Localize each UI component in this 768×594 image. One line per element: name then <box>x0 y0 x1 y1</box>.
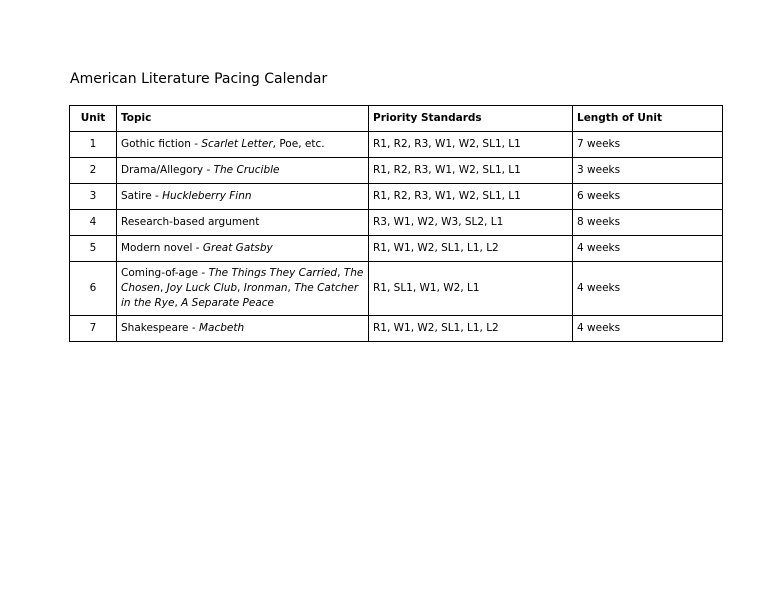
header-unit: Unit <box>70 106 117 132</box>
table-row <box>70 158 723 184</box>
topic-work-title: The Chosen <box>121 267 364 294</box>
cell-topic <box>117 184 369 210</box>
cell-length-of-unit: 4 weeks <box>573 236 723 262</box>
topic-text: , <box>337 267 344 279</box>
table-row <box>70 210 723 236</box>
topic-text: , <box>287 282 295 294</box>
topic-work-title: A Separate Peace <box>181 297 275 309</box>
header-priority-standards: Priority Standards <box>369 106 573 132</box>
topic-work-title: Great Gatsby <box>202 242 273 254</box>
cell-unit: 2 <box>70 158 117 184</box>
cell-topic <box>117 262 369 316</box>
topic-work-title: Huckleberry Finn <box>162 190 252 202</box>
cell-unit: 6 <box>70 262 117 316</box>
cell-priority-standards: R1, R2, R3, W1, W2, SL1, L1 <box>369 158 573 184</box>
topic-work-title: The Things They Carried <box>208 267 338 279</box>
cell-topic <box>117 316 369 342</box>
cell-length-of-unit: 7 weeks <box>573 132 723 158</box>
table-row <box>70 236 723 262</box>
topic-genre: Modern novel - <box>121 242 203 254</box>
cell-unit: 3 <box>70 184 117 210</box>
table-header-row <box>70 106 723 132</box>
topic-work-title: The Crucible <box>213 164 280 176</box>
cell-priority-standards: R1, W1, W2, SL1, L1, L2 <box>369 236 573 262</box>
topic-text: , <box>237 282 244 294</box>
cell-length-of-unit: 4 weeks <box>573 316 723 342</box>
topic-genre: Research-based argument <box>121 216 260 228</box>
header-length-of-unit: Length of Unit <box>573 106 723 132</box>
table-row <box>70 132 723 158</box>
cell-priority-standards: R1, R2, R3, W1, W2, SL1, L1 <box>369 132 573 158</box>
pacing-table <box>69 105 723 342</box>
topic-work-title: Joy Luck Club <box>166 282 238 294</box>
page-title: American Literature Pacing Calendar <box>70 71 328 87</box>
cell-unit: 4 <box>70 210 117 236</box>
topic-text: , <box>160 282 167 294</box>
cell-unit: 7 <box>70 316 117 342</box>
cell-unit: 5 <box>70 236 117 262</box>
table-row <box>70 184 723 210</box>
topic-work-title: The Catcher in the Rye <box>121 282 359 309</box>
cell-priority-standards: R1, R2, R3, W1, W2, SL1, L1 <box>369 184 573 210</box>
topic-work-title: Ironman <box>243 282 288 294</box>
cell-length-of-unit: 6 weeks <box>573 184 723 210</box>
cell-topic <box>117 236 369 262</box>
topic-genre: Satire - <box>121 190 163 202</box>
cell-topic <box>117 210 369 236</box>
topic-work-title: Macbeth <box>198 322 245 334</box>
table-row <box>70 316 723 342</box>
topic-text: , <box>174 297 182 309</box>
topic-genre: Drama/Allegory - <box>121 164 214 176</box>
topic-text: , Poe, etc. <box>272 138 325 150</box>
cell-priority-standards: R1, W1, W2, SL1, L1, L2 <box>369 316 573 342</box>
cell-priority-standards: R3, W1, W2, W3, SL2, L1 <box>369 210 573 236</box>
topic-genre: Gothic fiction - <box>121 138 202 150</box>
header-topic: Topic <box>117 106 369 132</box>
cell-topic <box>117 132 369 158</box>
cell-length-of-unit: 3 weeks <box>573 158 723 184</box>
topic-genre: Shakespeare - <box>121 322 199 334</box>
table-row <box>70 262 723 316</box>
topic-genre: Coming-of-age - <box>121 267 209 279</box>
topic-work-title: Scarlet Letter <box>201 138 273 150</box>
cell-length-of-unit: 8 weeks <box>573 210 723 236</box>
cell-priority-standards: R1, SL1, W1, W2, L1 <box>369 262 573 316</box>
cell-unit: 1 <box>70 132 117 158</box>
cell-length-of-unit: 4 weeks <box>573 262 723 316</box>
cell-topic <box>117 158 369 184</box>
